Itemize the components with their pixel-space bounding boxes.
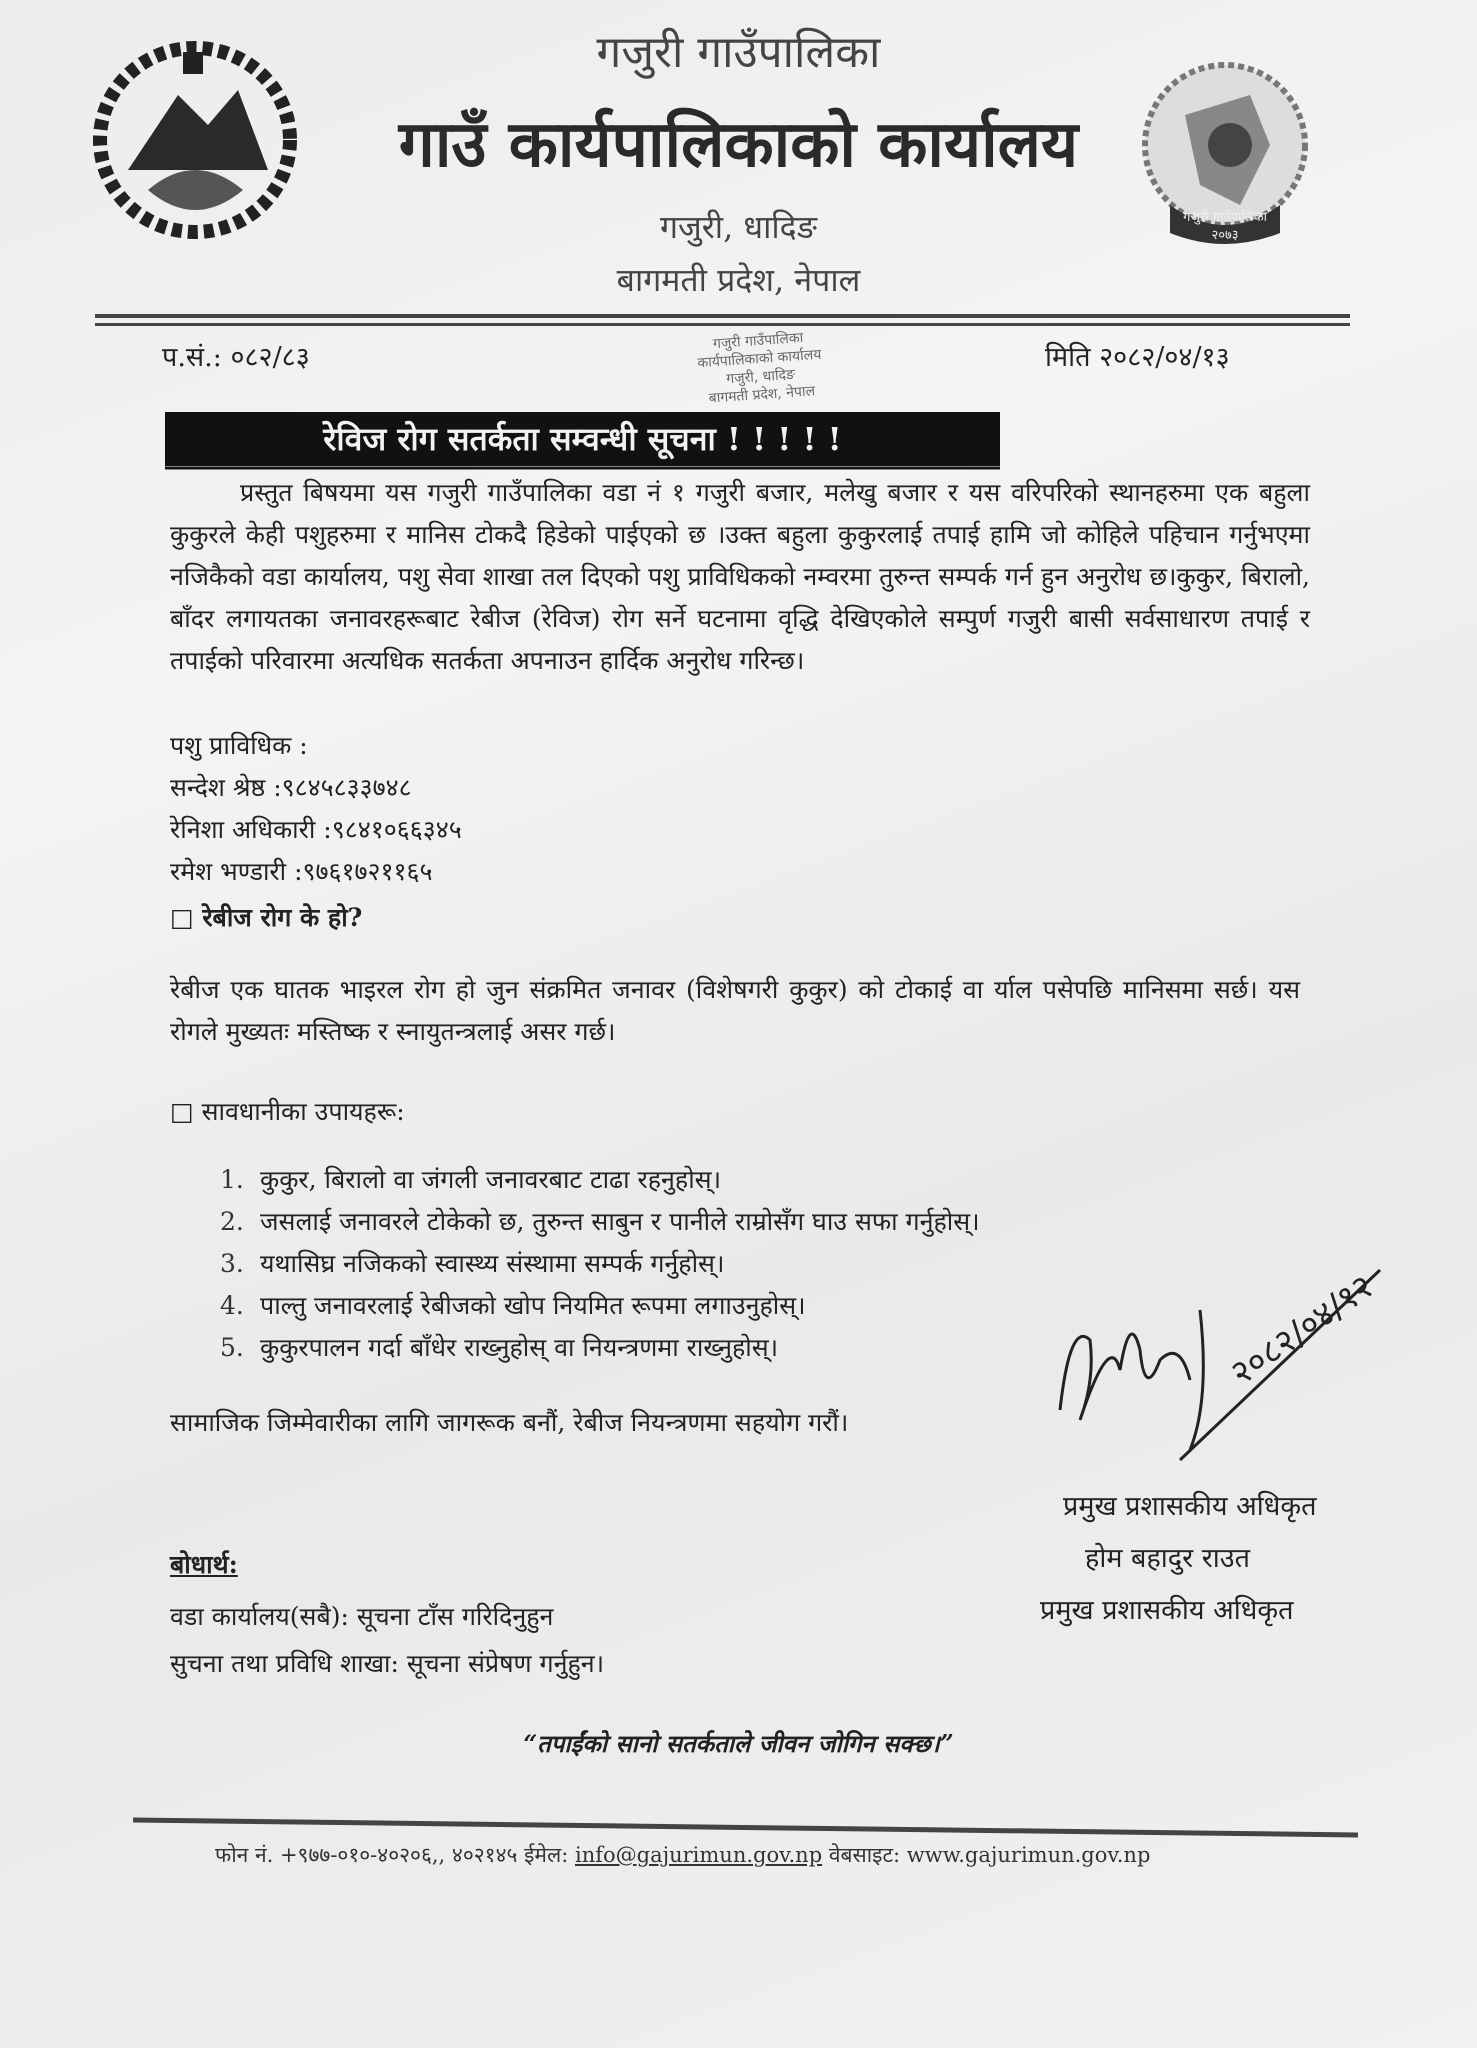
office-stamp [658, 325, 863, 411]
handwritten-date: २०८२/०४/१२ [1223, 1266, 1381, 1394]
emblem-label: गजुरी गाउँपालिका २०७३ [1183, 210, 1267, 243]
distribution-heading: बोधार्थ: [170, 1550, 238, 1579]
item-number: 4. [220, 1291, 244, 1320]
municipality-name: गजुरी गाउँपालिका [596, 27, 881, 78]
stamp-line: गजुरी गाउँपालिका [712, 329, 804, 353]
slogan-quote: “तपाईंको सानो सतर्कताले जीवन जोगिन सक्छ।” [523, 1729, 954, 1758]
stamp-line: गजुरी, धादिङ [725, 366, 796, 388]
contact-item: रेनिशा अधिकारी :९८४१०६६३४५ [170, 815, 462, 844]
header-divider-2 [95, 323, 1350, 326]
list-item [170, 1243, 1030, 1285]
distribution-line: वडा कार्यालय(सबै): सूचना टाँस गरिदिनुहुन [170, 1602, 554, 1631]
item-text: यथासिघ्र नजिकको स्वास्थ्य संस्थामा सम्पर्क गर्नुहोस्। [260, 1249, 725, 1278]
question-heading: □ रेबीज रोग के हो? [170, 903, 363, 932]
distribution-line: सुचना तथा प्रविधि शाखा: सूचना संप्रेषण गर्नुहुन। [170, 1649, 605, 1678]
office-location: गजुरी, धादिङ [659, 208, 818, 246]
notice-title: रेविज रोग सतर्कता सम्वन्धी सूचना ! ! ! ! ! [165, 412, 1000, 470]
office-province: बागमती प्रदेश, नेपाल [616, 261, 861, 299]
item-text: कुकुरपालन गर्दा बाँधेर राख्नुहोस् वा नियन्त्रणमा राख्नुहोस्। [260, 1333, 779, 1362]
item-number: 2. [220, 1207, 244, 1236]
signatory-name: होम बहादुर राउत [1085, 1543, 1250, 1574]
footer-phone: फोन नं. +९७७-०१०-४०२०६,, ४०२१४५ [215, 1843, 518, 1867]
header-divider [95, 314, 1350, 318]
ref-label: प.सं.: [162, 342, 222, 373]
signatory-title-2: प्रमुख प्रशासकीय अधिकृत [1040, 1595, 1294, 1626]
list-item [170, 1327, 1030, 1369]
footer-email-label: ईमेल: [524, 1843, 569, 1867]
handwritten-signature [1050, 1250, 1440, 1474]
precautions-list [170, 1159, 1030, 1369]
item-number: 1. [220, 1165, 244, 1194]
item-text: पाल्तु जनावरलाई रेबीजको खोप नियमित रूपमा लगाउनुहोस्। [260, 1291, 806, 1320]
rabies-description: रेबीज एक घातक भाइरल रोग हो जुन संक्रमित जनावर (विशेषगरी कुकुर) को टोकाई वा र्याल पसेपछि मानिसमा सर्छ। यस रोगले मुख्यतः मस्तिष्क र स्नायुतन्त्रलाई असर गर्छ। [170, 975, 1300, 1046]
signatory-title: प्रमुख प्रशासकीय अधिकृत [1063, 1491, 1317, 1522]
item-number: 5. [220, 1333, 244, 1362]
footer-divider [133, 1818, 1358, 1838]
list-item [170, 1159, 1030, 1201]
footer-website-link[interactable]: www.gajurimun.gov.np [906, 1843, 1151, 1867]
body-paragraph: प्रस्तुत बिषयमा यस गजुरी गाउँपालिका वडा नं १ गजुरी बजार, मलेखु बजार र यस वरिपरिको स्थानहरुमा एक बहुला कुकुरले केही पशुहरुमा र मानिस टोकदै हिडेको पाईएको छ ।उक्त बहुला कुकुरलाई तपाई हामि जो कोहिले पहिचान गर्नुभएमा नजिकैको वडा कार्यालय, पशु सेवा शाखा तल दिएको पशु प्राविधिकको नम्वरमा तुरुन्त सम्पर्क गर्न हुन अनुरोध छ।कुकुर, बिरालो, बाँदर लगायतका जनावरहरूबाट रेबीज (रेविज) रोग सर्ने घटनामा वृद्धि देखिएकोले सम्पुर्ण गजुरी बासी सर्वसाधारण तपाई र तपाईको परिवारमा अत्यधिक सतर्कता अपनाउन हार्दिक अनुरोध गरिन्छ। [170, 478, 1310, 675]
item-text: कुकुर, बिरालो वा जंगली जनावरबाट टाढा रहनुहोस्। [260, 1165, 722, 1194]
contact-item: सन्देश श्रेष्ठ :९८४५८३३७४८ [170, 773, 412, 802]
reference-number [162, 340, 310, 376]
date-label: मिति [1045, 342, 1091, 373]
contacts-heading: पशु प्राविधिक : [170, 731, 308, 760]
footer-email-link[interactable]: info@gajurimun.gov.np [574, 1843, 823, 1867]
date-value: २०८२/०४/१३ [1099, 342, 1230, 373]
letter-date [1045, 340, 1230, 376]
ref-value: ०८२/८३ [230, 342, 310, 373]
item-text: जसलाई जनावरले टोकेको छ, तुरुन्त साबुन र पानीले राम्रोसँग घाउ सफा गर्नुहोस्। [260, 1207, 980, 1236]
item-number: 3. [220, 1249, 244, 1278]
closing-statement: सामाजिक जिम्मेवारीका लागि जागरूक बनौं, रेबीज नियन्त्रणमा सहयोग गरौं। [170, 1408, 849, 1437]
stamp-line: बागमती प्रदेश, नेपाल [708, 383, 816, 407]
footer-contact [215, 1840, 1150, 1870]
stamp-line: कार्यपालिकाको कार्यालय [696, 346, 822, 372]
office-name: गाउँ कार्यपालिकाको कार्यालय [398, 107, 1079, 182]
list-item [170, 1285, 1030, 1327]
precautions-heading: □ सावधानीका उपायहरू: [170, 1097, 405, 1126]
contact-item: रमेश भण्डारी :९७६१७२११६५ [170, 857, 433, 886]
list-item [170, 1201, 1030, 1243]
footer-website-label: वेबसाइट: [828, 1843, 901, 1867]
